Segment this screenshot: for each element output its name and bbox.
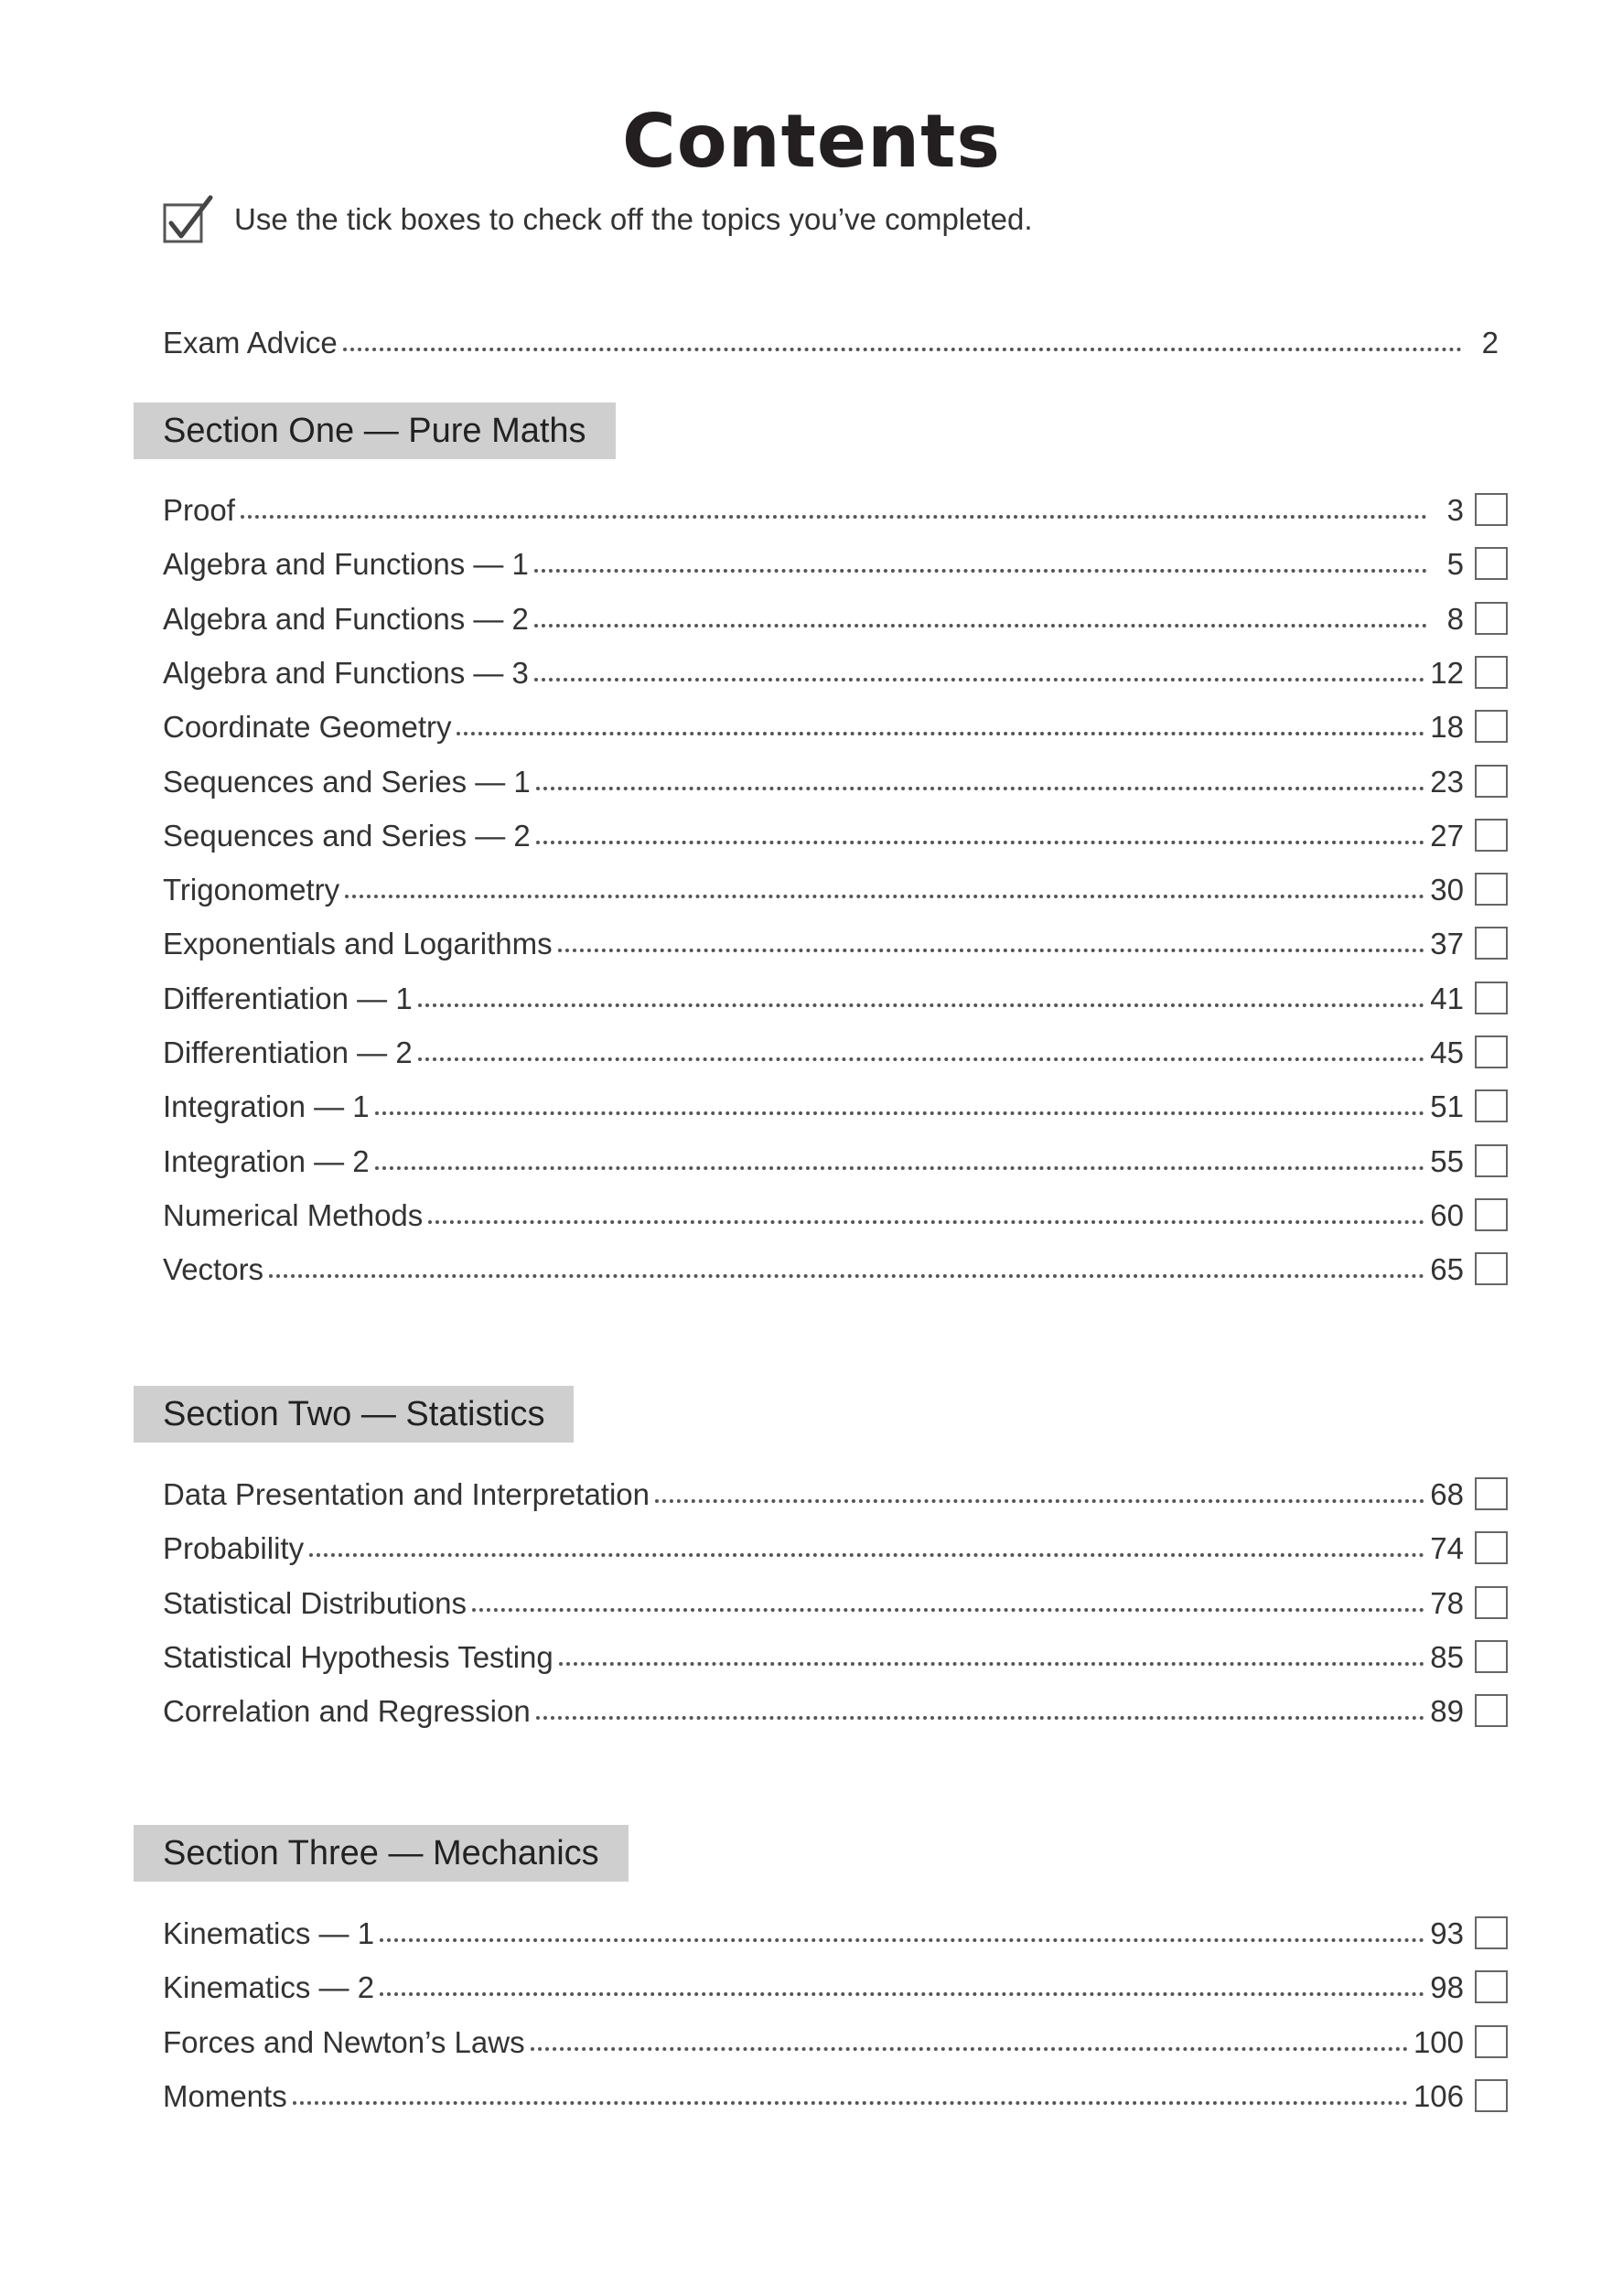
toc-entry[interactable] xyxy=(163,1241,1508,1287)
page-title: Contents xyxy=(622,99,1001,184)
dot-leader xyxy=(380,1992,1424,1996)
toc-entry[interactable] xyxy=(163,916,1508,961)
toc-entry[interactable] xyxy=(163,1025,1508,1070)
dot-leader xyxy=(655,1499,1424,1503)
dot-leader xyxy=(472,1608,1424,1612)
entry-page-number: 93 xyxy=(1430,1916,1464,1950)
dot-leader xyxy=(559,1662,1425,1666)
tick-box-checkbox[interactable] xyxy=(1475,602,1508,635)
section-header-pure-maths: Section One — Pure Maths xyxy=(134,402,616,459)
toc-entry[interactable] xyxy=(163,1520,1508,1566)
entry-page-number: 3 xyxy=(1446,493,1464,527)
toc-entry[interactable] xyxy=(163,754,1508,799)
entry-label: Numerical Methods xyxy=(163,1197,424,1232)
dot-leader xyxy=(380,1938,1424,1942)
instruction-text: Use the tick boxes to check off the topics you’ve completed. xyxy=(234,202,1033,236)
entry-label: Forces and Newton’s Laws xyxy=(163,2024,525,2059)
tick-box-checkbox[interactable] xyxy=(1475,656,1508,689)
entry-label: Differentiation — 1 xyxy=(163,981,413,1015)
dot-leader xyxy=(534,569,1427,573)
tick-box-checked-icon xyxy=(163,194,214,245)
dot-leader xyxy=(531,2047,1408,2051)
toc-entry[interactable] xyxy=(163,1683,1508,1729)
entry-page-number: 68 xyxy=(1430,1477,1464,1511)
tick-box-checkbox[interactable] xyxy=(1475,1640,1508,1673)
toc-entry-exam-advice[interactable] xyxy=(163,315,1499,360)
entry-label: Statistical Hypothesis Testing xyxy=(163,1639,554,1674)
dot-leader xyxy=(418,1057,1425,1061)
entry-label: Kinematics — 2 xyxy=(163,1970,375,2005)
tick-box-checkbox[interactable] xyxy=(1475,1531,1508,1564)
toc-entry[interactable] xyxy=(163,1959,1508,2005)
dot-leader xyxy=(418,1003,1425,1007)
entry-page-number: 74 xyxy=(1430,1531,1464,1566)
entry-page-number: 12 xyxy=(1430,655,1464,690)
toc-entry[interactable] xyxy=(163,1187,1508,1233)
dot-leader xyxy=(293,2101,1408,2105)
tick-box-checkbox[interactable] xyxy=(1475,2025,1508,2058)
tick-box-checkbox[interactable] xyxy=(1475,1586,1508,1619)
entry-page-number: 23 xyxy=(1430,764,1464,799)
entry-page-number: 30 xyxy=(1430,873,1464,907)
dot-leader xyxy=(558,949,1425,952)
dot-leader xyxy=(269,1274,1424,1278)
entry-label: Algebra and Functions — 2 xyxy=(163,601,529,636)
entry-page-number: 27 xyxy=(1430,818,1464,853)
toc-entry[interactable] xyxy=(163,862,1508,907)
tick-box-checkbox[interactable] xyxy=(1475,927,1508,960)
entry-label: Integration — 1 xyxy=(163,1089,370,1124)
entry-page-number: 41 xyxy=(1430,981,1464,1015)
toc-entry[interactable] xyxy=(163,2068,1508,2114)
entry-page-number: 78 xyxy=(1430,1585,1464,1620)
toc-entry[interactable] xyxy=(163,2014,1508,2060)
entry-page-number: 37 xyxy=(1430,927,1464,961)
entry-page-number: 18 xyxy=(1430,710,1464,745)
tick-box-checkbox[interactable] xyxy=(1475,1089,1508,1122)
dot-leader xyxy=(428,1220,1424,1224)
tick-box-checkbox[interactable] xyxy=(1475,1252,1508,1285)
section-header-mechanics: Section Three — Mechanics xyxy=(134,1825,629,1882)
tick-box-checkbox[interactable] xyxy=(1475,1035,1508,1068)
dot-leader xyxy=(375,1166,1425,1170)
entry-label: Exponentials and Logarithms xyxy=(163,927,553,961)
entry-label: Coordinate Geometry xyxy=(163,710,452,745)
entry-label: Kinematics — 1 xyxy=(163,1916,375,1950)
dot-leader xyxy=(457,732,1424,735)
tick-box-checkbox[interactable] xyxy=(1475,710,1508,743)
entry-page-number: 100 xyxy=(1413,2024,1464,2059)
tick-box-checkbox[interactable] xyxy=(1475,819,1508,852)
entry-page-number: 55 xyxy=(1430,1143,1464,1178)
tick-box-checkbox[interactable] xyxy=(1475,1144,1508,1177)
entry-page-number: 8 xyxy=(1446,601,1464,636)
instruction xyxy=(163,194,1033,245)
toc-entry[interactable] xyxy=(163,591,1508,637)
toc-entry[interactable] xyxy=(163,645,1508,691)
entry-page-number: 106 xyxy=(1413,2078,1464,2113)
entry-label: Sequences and Series — 2 xyxy=(163,818,531,853)
toc-entry[interactable] xyxy=(163,482,1508,528)
tick-box-checkbox[interactable] xyxy=(1475,493,1508,526)
tick-box-checkbox[interactable] xyxy=(1475,2079,1508,2112)
entry-label: Integration — 2 xyxy=(163,1143,370,1178)
toc-entry[interactable] xyxy=(163,1905,1508,1951)
entry-label: Probability xyxy=(163,1531,305,1566)
entry-label: Proof xyxy=(163,493,235,527)
entry-page-number: 65 xyxy=(1430,1252,1464,1287)
entry-label: Data Presentation and Interpretation xyxy=(163,1477,650,1511)
entry-label: Algebra and Functions — 1 xyxy=(163,547,529,582)
tick-box-checkbox[interactable] xyxy=(1475,1970,1508,2003)
toc-entry[interactable] xyxy=(163,971,1508,1016)
tick-box-checkbox[interactable] xyxy=(1475,982,1508,1014)
dot-leader xyxy=(536,1716,1425,1720)
toc-entry[interactable] xyxy=(163,1466,1508,1512)
entry-label: Vectors xyxy=(163,1252,264,1287)
entry-page-number: 51 xyxy=(1430,1089,1464,1124)
toc-entry[interactable] xyxy=(163,1133,1508,1179)
dot-leader xyxy=(534,678,1424,681)
toc-entry[interactable] xyxy=(163,536,1508,582)
section-header-statistics: Section Two — Statistics xyxy=(134,1386,574,1443)
tick-box-checkbox[interactable] xyxy=(1475,1694,1508,1727)
entry-label: Exam Advice xyxy=(163,326,338,359)
dot-leader xyxy=(343,348,1462,351)
tick-box-checkbox[interactable] xyxy=(1475,1477,1508,1510)
tick-box-checkbox[interactable] xyxy=(1475,1198,1508,1231)
entry-page-number: 5 xyxy=(1446,547,1464,582)
dot-leader xyxy=(536,841,1425,844)
tick-box-checkbox[interactable] xyxy=(1475,1916,1508,1949)
entry-page-number: 45 xyxy=(1430,1035,1464,1069)
dot-leader xyxy=(536,787,1425,790)
dot-leader xyxy=(309,1553,1424,1557)
tick-box-checkbox[interactable] xyxy=(1475,873,1508,906)
toc-entry[interactable] xyxy=(163,1575,1508,1621)
entry-page-number: 2 xyxy=(1481,326,1499,359)
entry-label: Algebra and Functions — 3 xyxy=(163,655,529,690)
entry-page-number: 89 xyxy=(1430,1694,1464,1729)
tick-box-checkbox[interactable] xyxy=(1475,547,1508,580)
toc-entry[interactable] xyxy=(163,699,1508,745)
entry-page-number: 85 xyxy=(1430,1639,1464,1674)
entry-label: Sequences and Series — 1 xyxy=(163,764,531,799)
dot-leader xyxy=(241,515,1427,519)
entry-label: Moments xyxy=(163,2078,287,2113)
dot-leader xyxy=(375,1111,1425,1115)
entry-label: Differentiation — 2 xyxy=(163,1035,413,1069)
entry-label: Correlation and Regression xyxy=(163,1694,531,1729)
entry-page-number: 60 xyxy=(1430,1197,1464,1232)
toc-entry[interactable] xyxy=(163,1629,1508,1675)
tick-box-checkbox[interactable] xyxy=(1475,765,1508,798)
entry-label: Statistical Distributions xyxy=(163,1585,467,1620)
entry-label: Trigonometry xyxy=(163,873,340,907)
entry-page-number: 98 xyxy=(1430,1970,1464,2005)
toc-entry[interactable] xyxy=(163,808,1508,853)
dot-leader xyxy=(534,624,1427,628)
dot-leader xyxy=(345,895,1424,898)
toc-entry[interactable] xyxy=(163,1078,1508,1124)
